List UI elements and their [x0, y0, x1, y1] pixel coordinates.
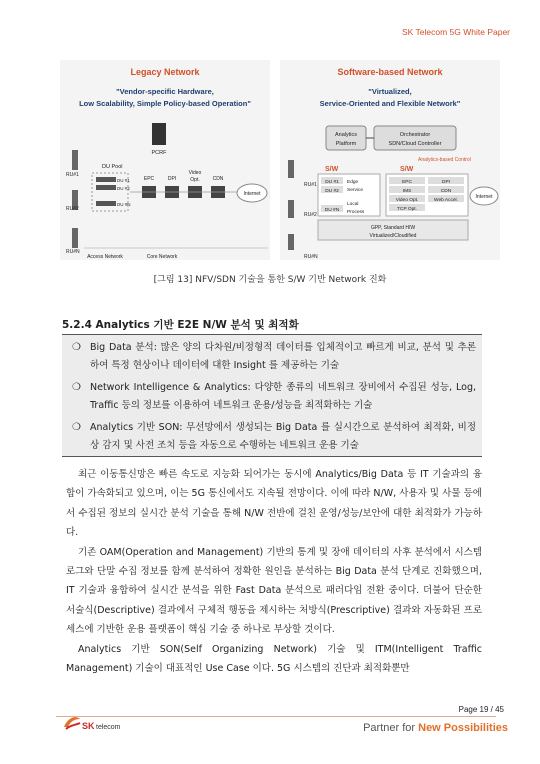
svg-text:Video: Video — [188, 170, 202, 176]
paragraph: Analytics 기반 SON(Self Organizing Network) 기술 및 ITM(Intelligent Traffic Management) 기술이 대표적인 Use Case 이다. 5G 시스템의 진단과 최적화뿐만 — [66, 643, 482, 675]
svg-text:S/W: S/W — [400, 166, 414, 173]
software-subtitle-1: "Virtualized, — [368, 87, 412, 96]
svg-text:Internet: Internet — [243, 191, 261, 197]
svg-text:Edge: Edge — [347, 180, 359, 185]
svg-text:Opt.: Opt. — [190, 177, 200, 183]
svg-text:RU#N: RU#N — [304, 254, 318, 260]
du-pool-label: DU Pool — [102, 164, 123, 170]
pcrf-server-icon — [152, 123, 166, 145]
software-title: Software-based Network — [337, 67, 443, 77]
svg-text:DU #1: DU #1 — [117, 178, 130, 183]
footer-tagline: Partner for New Possibilities — [363, 722, 508, 734]
svg-text:Virtualized/Cloudified: Virtualized/Cloudified — [369, 233, 417, 239]
svg-text:Service: Service — [347, 188, 363, 193]
svg-text:telecom: telecom — [96, 724, 121, 731]
svg-text:DU #N: DU #N — [117, 202, 131, 207]
svg-text:Local: Local — [347, 202, 359, 207]
svg-text:Platform: Platform — [335, 141, 357, 147]
svg-text:CDN: CDN — [440, 189, 452, 194]
run-label: RU#N — [66, 249, 80, 255]
legacy-subtitle-2: Low Scalability, Simple Policy-based Operation" — [79, 99, 251, 108]
svg-text:DU #2: DU #2 — [117, 186, 130, 191]
svg-text:Orchestrator: Orchestrator — [399, 132, 431, 138]
svg-text:EPC: EPC — [402, 180, 412, 185]
paragraph: 기존 OAM(Operation and Management) 기반의 통계 및 장애 데이터의 사후 분석에서 시스템 로그와 단말 수집 정보를 함께 분석하여 정확한 원인을 분석하는 Big Data 분석 단계로 진화했으며, IT 기술과 융합하여 실시간 분석을 위한 Fast Data 분석으로 패러다임 전환 중이다. 더불어 단순한 서술식(Descriptive) 결과에서 구체적 행동을 제시하는 처방식(Prescriptive) 결과와 자동화된 프로세스에 기반한 운용 플랫폼이 핵심 기술 중 하나로 부상할 것이다. — [66, 546, 482, 636]
pcrf-label: PCRF — [151, 150, 167, 156]
svg-text:DU #2: DU #2 — [325, 189, 339, 194]
page-number: Page 19 / 45 — [458, 705, 504, 714]
ru-tower-icon — [72, 150, 78, 248]
svg-text:SDN/Cloud Controller: SDN/Cloud Controller — [388, 141, 442, 147]
bullet-mark: ❍ — [72, 342, 81, 353]
bullet-item: ❍ Network Intelligence & Analytics: 다양한 종류의 네트워크 장비에서 수집된 성능, Log, Traffic 등의 정보를 이용하여 네트워크 운용/성능을 최적화하는 기술 — [72, 379, 476, 415]
svg-text:Analytics: Analytics — [334, 132, 358, 138]
software-subtitle-2: Service-Oriented and Flexible Network" — [319, 99, 461, 108]
analytics-control-label: Analytics-based Control — [418, 157, 471, 163]
svg-text:DU #1: DU #1 — [325, 180, 339, 185]
svg-text:DPI: DPI — [442, 180, 450, 185]
ru1-label: RU#1 — [66, 172, 79, 178]
body-text — [66, 465, 482, 678]
figure-caption: [그림 13] NFV/SDN 기술을 통한 S/W 기반 Network 진화 — [153, 275, 387, 285]
bullet-item: ❍ Big Data 분석: 많은 양의 다차원/비정형적 데이터를 입체적이고 빠르게 비교, 분석 및 추론하여 특정 현상이나 데이터에 대한 Insight 를 제공하는 기술 — [72, 339, 476, 375]
svg-text:Web Accel.: Web Accel. — [434, 198, 458, 203]
svg-text:Process: Process — [347, 210, 365, 215]
header-title: SK Telecom 5G White Paper — [401, 27, 510, 37]
svg-text:Internet: Internet — [475, 194, 493, 200]
svg-text:SK: SK — [82, 721, 95, 731]
svg-text:RU#1: RU#1 — [304, 182, 317, 188]
paragraph: 최근 이동통신망은 빠른 속도로 지능화 되어가는 동시에 Analytics/Big Data 등 IT 기술과의 융합이 가속화되고 있으며, 이는 5G 통신에서도 지속될 전망이다. 이에 따라 N/W, 사용자 및 사물 등에서 수집된 정보의 실시간 분석 기술을 통해 N/W 전반에 걸친 운영/성능/보안에 대한 최적화가 가능하다. — [66, 469, 482, 539]
svg-text:Core Network: Core Network — [146, 254, 178, 260]
svg-text:DU #N: DU #N — [324, 208, 340, 213]
svg-text:GPP, Standard H/W: GPP, Standard H/W — [370, 225, 416, 231]
section-heading: 5.2.4 Analytics 기반 E2E N/W 분석 및 최적화 — [62, 319, 299, 331]
svg-text:TCP Opt.: TCP Opt. — [397, 207, 417, 212]
svg-text:EPC: EPC — [143, 176, 155, 182]
bullet-item: ❍ Analytics 기반 SON: 무선망에서 생성되는 Big Data 를 실시간으로 분석하여 최적화, 비정상 감지 및 사전 조치 등을 자동으로 수행하는 네트워크 운용 기술 — [72, 419, 476, 455]
legacy-title: Legacy Network — [130, 67, 200, 77]
sk-telecom-logo — [60, 713, 130, 735]
legacy-subtitle-1: "Vendor-specific Hardware, — [116, 87, 214, 96]
svg-text:CDN: CDN — [212, 176, 224, 182]
summary-box — [62, 334, 482, 457]
svg-text:Access Network: Access Network — [87, 254, 123, 260]
svg-text:Video Opt.: Video Opt. — [395, 198, 419, 203]
bullet-mark: ❍ — [72, 382, 81, 393]
svg-text:DPI: DPI — [167, 176, 177, 182]
ru2-label: RU#2 — [66, 206, 79, 212]
svg-text:RU#2: RU#2 — [304, 212, 317, 218]
network-evolution-figure — [60, 60, 500, 265]
svg-text:S/W: S/W — [325, 166, 339, 173]
svg-text:IMS: IMS — [402, 189, 412, 194]
bullet-mark: ❍ — [72, 422, 81, 433]
